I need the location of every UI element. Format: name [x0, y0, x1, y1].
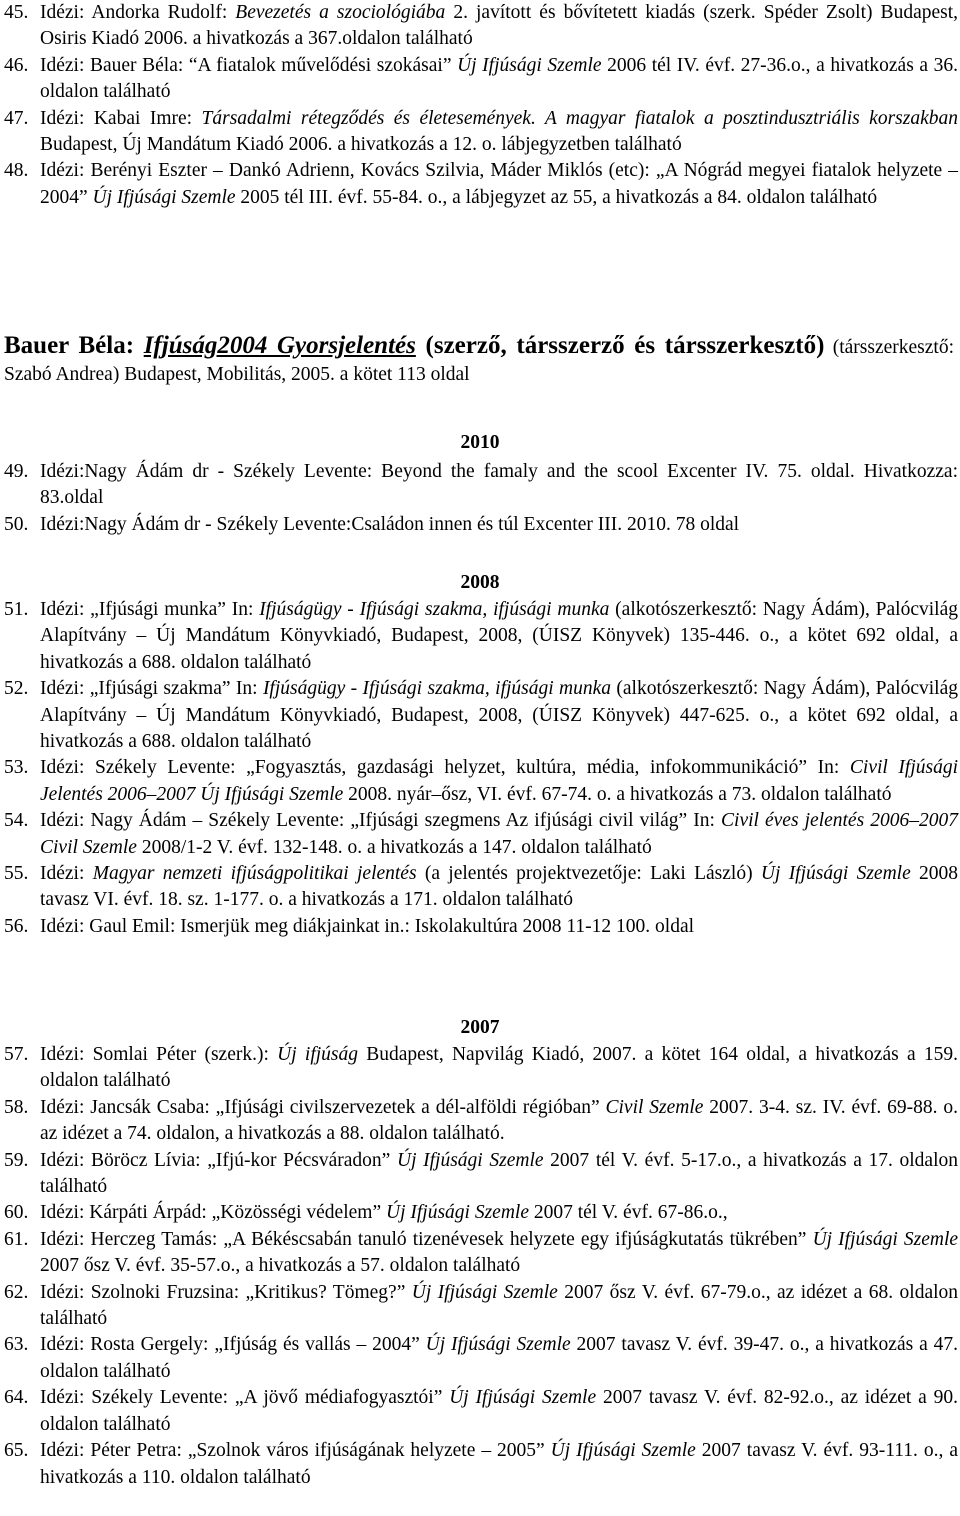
- reference-number: 48.: [4, 160, 29, 182]
- reference-text: Idézi:: [40, 863, 93, 885]
- reference-number: 63.: [4, 1334, 29, 1356]
- reference-title: Új Ifjúsági Szemle: [397, 1149, 544, 1171]
- reference-text: Idézi: Bauer Béla: “A fiatalok művelődési szokásai”: [40, 54, 458, 76]
- reference-text: Idézi: „Ifjúsági munka” In:: [40, 599, 260, 620]
- reference-text: Idézi: Péter Petra: „Szolnok város ifjúságának helyzete – 2005”: [40, 1440, 551, 1462]
- reference-text: 2007 ősz V. évf. 67-79.o., az idézet a 68. oldalon található: [40, 1281, 959, 1330]
- reference-text: 2008/1-2 V. évf. 132-148. o. a hivatkozás a 147. oldalon található: [136, 836, 652, 858]
- reference-number: 65.: [4, 1440, 29, 1462]
- year-heading-2008: 2008: [460, 572, 500, 593]
- reference-number: 52.: [4, 678, 29, 700]
- reference-title: Új Ifjúsági Szemle: [425, 1334, 571, 1356]
- reference-title: Társadalmi rétegződés és életesemények. A magyar fiatalok a posztindusztriális korszakban: [201, 107, 958, 129]
- reference-number: 45.: [4, 2, 29, 23]
- reference-item: [0, 1385, 958, 1438]
- reference-title: Új Ifjúsági Szemle: [449, 1387, 597, 1409]
- reference-title: Új ifjúság: [277, 1044, 359, 1065]
- year-heading-2010: 2010: [460, 432, 500, 453]
- reference-item: [0, 1227, 958, 1280]
- reference-item: [0, 53, 958, 106]
- reference-item: [0, 755, 958, 808]
- heading-details: (társszerkesztő: Szabó Andrea) Budapest, Mobilitás, 2005. a kötet 113 oldal: [4, 337, 954, 385]
- reference-item: [0, 1042, 958, 1095]
- reference-list-c: [0, 597, 958, 940]
- reference-text: Idézi: Rosta Gergely: „Ifjúság és vallás – 2004”: [40, 1334, 426, 1356]
- reference-item: [0, 512, 958, 538]
- reference-item: [0, 914, 958, 940]
- reference-text: Idézi: Herczeg Tamás: „A Békéscsabán tanuló tizenévesek helyzete egy ifjúságkutatás tükrében”: [40, 1228, 813, 1250]
- heading-author: Bauer Béla:: [4, 332, 144, 359]
- reference-text: Idézi: Böröcz Lívia: „Ifjú-kor Pécsváradon”: [40, 1149, 397, 1171]
- reference-item: [0, 1280, 958, 1333]
- reference-title: Ifjúságügy - Ifjúsági szakma, ifjúsági munka: [262, 678, 612, 700]
- reference-number: 53.: [4, 757, 29, 779]
- reference-text: Idézi: Berényi Eszter – Dankó Adrienn, Kovács Szilvia, Máder Miklós (etc): „A Nógrád megyei fiatalok helyzete – 2004”: [40, 160, 958, 208]
- reference-text: (alkotószerkesztő: Nagy Ádám), Palócvilág Alapítvány – Új Mandátum Könyvkiadó, Budapest, 2008, (ÚISZ Könyvek) 135-446. o., a kötet 692 oldal, a hivatkozás a 688. oldalon található: [40, 599, 958, 673]
- reference-number: 64.: [4, 1387, 29, 1409]
- reference-number: 62.: [4, 1281, 29, 1303]
- reference-item: [0, 861, 958, 914]
- reference-item: [0, 158, 958, 211]
- reference-text: Budapest, Napvilág Kiadó, 2007. a kötet 164 oldal, a hivatkozás a 159. oldalon található: [40, 1044, 958, 1092]
- reference-text: Idézi: Székely Levente: „A jövő médiafogyasztói”: [40, 1387, 450, 1409]
- reference-number: 61.: [4, 1228, 29, 1250]
- reference-text: 2008. nyár–ősz, VI. évf. 67-74. o. a hivatkozás a 73. oldalon található: [343, 783, 892, 805]
- reference-text: Idézi:Nagy Ádám dr - Székely Levente:Családon innen és túl Excenter III. 2010. 78 oldal: [40, 513, 740, 535]
- reference-text: Idézi: Kárpáti Árpád: „Közösségi védelem”: [40, 1202, 386, 1224]
- reference-number: 55.: [4, 863, 29, 885]
- reference-title: Új Ifjúsági Szemle: [812, 1228, 959, 1250]
- reference-text: Idézi: „Ifjúsági szakma” In:: [40, 678, 263, 700]
- reference-text: 2007 tél V. évf. 5-17.o., a hivatkozás a 17. oldalon található: [40, 1149, 959, 1198]
- year-heading-2007: 2007: [460, 1017, 500, 1038]
- reference-text: Idézi: Kabai Imre:: [40, 107, 202, 129]
- reference-title: Új Ifjúsági Szemle: [760, 863, 911, 885]
- reference-title: Civil Ifjúsági Jelentés 2006–2007 Új Ifjúsági Szemle: [40, 757, 959, 805]
- reference-title: Bevezetés a szociológiába: [235, 2, 446, 23]
- reference-text: 2007. 3-4. sz. IV. évf. 69-88. o. az idézet a 74. oldalon, a hivatkozás a 88. oldalon található.: [40, 1096, 958, 1145]
- reference-number: 57.: [4, 1044, 29, 1065]
- heading-role: (szerző, társszerző és társszerkesztő): [415, 332, 825, 359]
- reference-text: 2007 tavasz V. évf. 39-47. o., a hivatkozás a 47. oldalon található: [40, 1334, 958, 1382]
- reference-item: [0, 1332, 958, 1385]
- reference-list-b: [0, 459, 958, 538]
- reference-text: (alkotószerkesztő: Nagy Ádám), Palócvilág Alapítvány – Új Mandátum Könyvkiadó, Budapest, 2008, (ÚISZ Könyvek) 447-625. o., a kötet 692 oldal, a hivatkozás a 688. oldalon található: [40, 678, 958, 753]
- reference-text: 2008 tavasz VI. évf. 18. sz. 1-177. o. a hivatkozás a 171. oldalon található: [40, 863, 959, 911]
- reference-item: [0, 459, 958, 512]
- reference-text: Idézi: Andorka Rudolf:: [40, 2, 236, 23]
- reference-list-a: [0, 0, 958, 211]
- reference-item: [0, 808, 958, 861]
- reference-item: [0, 106, 958, 159]
- reference-title: Ifjúságügy - Ifjúsági szakma, ifjúsági munka: [259, 599, 610, 620]
- reference-text: Idézi:Nagy Ádám dr - Székely Levente: Beyond the famaly and the scool Excenter IV. 75. oldal. Hivatkozza: 83.oldal: [40, 461, 958, 509]
- reference-title: Új Ifjúsági Szemle: [385, 1202, 529, 1224]
- reference-number: 54.: [4, 810, 29, 832]
- reference-text: Idézi: Somlai Péter (szerk.):: [40, 1044, 278, 1065]
- reference-item: [0, 1200, 958, 1226]
- reference-text: 2007 tavasz V. évf. 82-92.o., az idézet a 90. oldalon található: [40, 1387, 959, 1435]
- reference-text: 2. javított és bővítetett kiadás (szerk. Spéder Zsolt) Budapest, Osiris Kiadó 2006. a hivatkozás a 367.oldalon található: [40, 2, 959, 50]
- reference-item: [0, 676, 958, 755]
- reference-text: 2007 ősz V. évf. 35-57.o., a hivatkozás a 57. oldalon található: [40, 1255, 521, 1277]
- reference-title: Új Ifjúsági Szemle: [550, 1440, 696, 1462]
- reference-item: [0, 0, 958, 53]
- reference-item: [0, 1148, 958, 1201]
- reference-list-d: [0, 1042, 958, 1491]
- reference-number: 58.: [4, 1096, 29, 1118]
- reference-text: Budapest, Új Mandátum Kiadó 2006. a hivatkozás a 12. o. lábjegyzetben található: [40, 134, 682, 156]
- reference-text: Idézi: Székely Levente: „Fogyasztás, gazdasági helyzet, kultúra, média, infokommunikáció” In:: [40, 757, 850, 779]
- reference-title: Új Ifjúsági Szemle: [457, 54, 602, 76]
- reference-number: 46.: [4, 54, 29, 76]
- reference-text: 2007 tavasz V. évf. 93-111. o., a hivatkozás a 110. oldalon található: [40, 1440, 959, 1488]
- reference-item: [0, 1438, 958, 1491]
- reference-text: (a jelentés projektvezetője: Laki László): [416, 863, 761, 885]
- reference-number: 49.: [4, 461, 29, 482]
- reference-text: Idézi: Gaul Emil: Ismerjük meg diákjainkat in.: Iskolakultúra 2008 11-12 100. oldal: [40, 915, 695, 937]
- heading-title: Ifjúság2004 Gyorsjelentés: [143, 332, 416, 359]
- reference-text: Idézi: Nagy Ádám – Székely Levente: „Ifjúsági szegmens Az ifjúsági civil világ” In:: [40, 810, 722, 832]
- reference-item: [0, 1095, 958, 1148]
- reference-number: 56.: [4, 915, 29, 937]
- reference-number: 51.: [4, 599, 29, 620]
- reference-title: Új Ifjúsági Szemle: [411, 1281, 558, 1303]
- reference-text: Idézi: Jancsák Csaba: „Ifjúsági civilszervezetek a dél-alföldi régióban”: [40, 1096, 606, 1118]
- reference-number: 59.: [4, 1149, 29, 1171]
- reference-title: Civil Szemle: [605, 1096, 704, 1118]
- reference-text: 2007 tél V. évf. 67-86.o.,: [528, 1202, 728, 1224]
- reference-item: [0, 597, 958, 676]
- reference-title: Civil éves jelentés 2006–2007 Civil Szemle: [40, 810, 958, 858]
- reference-text: 2006 tél IV. évf. 27-36.o., a hivatkozás a 36. oldalon található: [40, 54, 958, 103]
- reference-title: Magyar nemzeti ifjúságpolitikai jelentés: [92, 863, 417, 885]
- reference-text: Idézi: Szolnoki Fruzsina: „Kritikus? Tömeg?”: [40, 1281, 412, 1303]
- publication-heading: [4, 332, 954, 388]
- reference-number: 60.: [4, 1202, 29, 1224]
- reference-number: 47.: [4, 107, 29, 129]
- reference-text: 2005 tél III. évf. 55-84. o., a lábjegyzet az 55, a hivatkozás a 84. oldalon található: [235, 186, 878, 208]
- reference-number: 50.: [4, 513, 29, 535]
- reference-title: Új Ifjúsági Szemle: [92, 186, 236, 208]
